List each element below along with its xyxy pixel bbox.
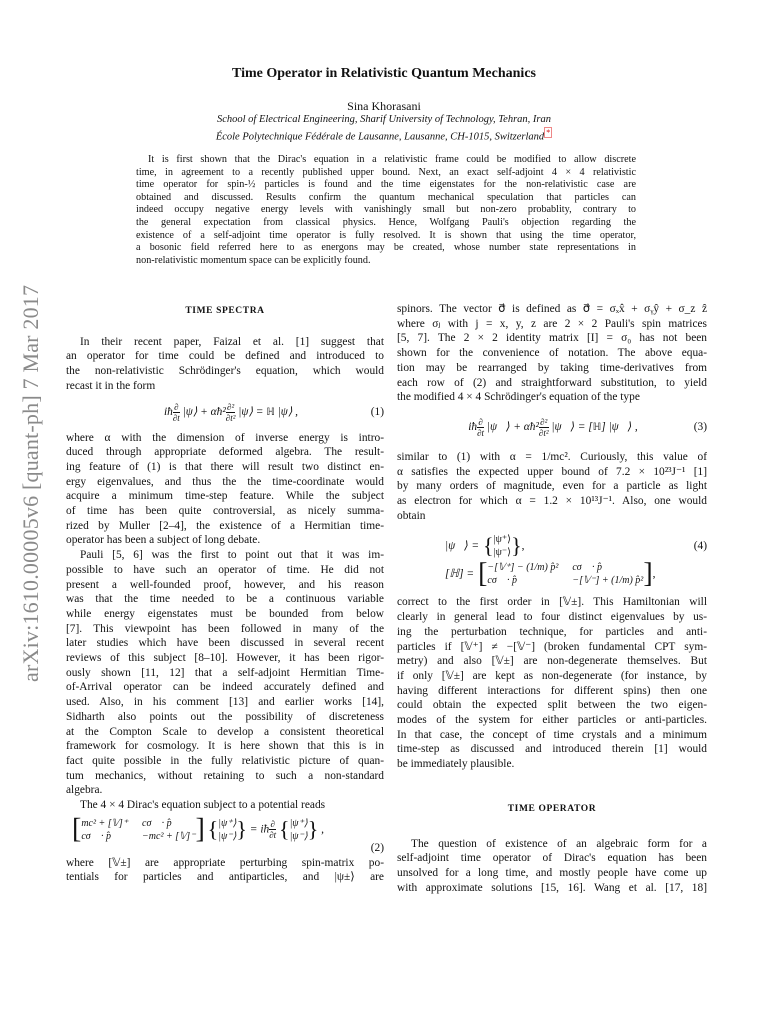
left-paragraph-1-line: an operator for time could be defined and introduced to: [66, 350, 384, 363]
left-paragraph-3-line: fact quite possible in the fully relativistic picture of quan-: [66, 754, 384, 767]
right-paragraph-3-line: having different interactions for different spins) then one: [397, 684, 707, 697]
equation-4-number: (4): [693, 540, 707, 553]
right-paragraph-2-line: by many orders of magnitude, even for a particle as light: [397, 480, 707, 493]
eq2-rhs-vector-top: |ψ⁺⟩: [289, 817, 308, 829]
left-paragraph-3-line: present a well-founded proof, however, and his reason: [66, 578, 384, 591]
section-heading-time-spectra: TIME SPECTRA: [185, 306, 265, 316]
right-paragraph-4-line: unsolved for a long time, and mostly people have come up: [397, 866, 707, 879]
right-column: [397, 292, 707, 895]
right-paragraph-1-line: [5, 7]. The 2 × 2 identity matrix [I] = σ₀ has not been: [397, 332, 707, 345]
left-paragraph-3-line: while energy eigenstates must be bounded from below: [66, 607, 384, 620]
abstract-line: non-relativistic momentum space can be explicitly found.: [136, 254, 371, 266]
equation-4: [397, 533, 707, 590]
eq4-spinor-lhs: |ψ⃗⟩ =: [445, 540, 480, 553]
left-paragraph-2-line: rized by Muller [2–4], the existence of a Hermitian time-: [66, 519, 384, 532]
left-paragraph-3-line: reviews of this subject [8–10]. However, it has been rigor-: [66, 652, 384, 665]
right-paragraph-1-line: where σⱼ with j = x, y, z are 2 × 2 Pauli's spin matrices: [397, 317, 707, 330]
eq4-h-21: cσ⃗ · p̂: [487, 575, 518, 587]
eq4-spinor-bottom: |ψ⁻⟩: [493, 547, 512, 559]
left-paragraph-3-line: tum mechanics, without retaining to such a non-standard: [66, 769, 384, 782]
equation-2-body: [ mc² + [𝕍]⁺ cσ⃗ · p̂ cσ⃗ · p̂ −mc² + [𝕍]⁻ ] { |ψ⁺⟩ |ψ⁻⟩ } = iħ $\frac{\partial}{\partial t}$ { |ψ⁺⟩ |ψ⁻⟩ } ,: [72, 813, 324, 845]
equation-3: [397, 417, 707, 438]
left-paragraph-1-line: In their recent paper, Faizal et al. [1] suggest that: [80, 335, 384, 348]
right-paragraph-4-line: with approximate solutions [15, 16]. Wang et al. [17, 18]: [397, 881, 707, 894]
eq2-matrix-22: −mc² + [𝕍]⁻: [142, 830, 196, 842]
right-paragraph-3-line: ing the perturbation technique, for particles and anti-: [397, 625, 707, 638]
left-paragraph-2-line: where α with the dimension of inverse energy is intro-: [66, 431, 384, 444]
left-paragraph-3-line: was that the time needed to be a continuous variable: [66, 593, 384, 606]
right-paragraph-4-line: self-adjoint time operator of Dirac's equation has been: [397, 852, 707, 865]
affiliation-secondary-text: École Polytechnique Fédérale de Lausanne, Lausanne, CH-1015, Switzerland: [215, 131, 545, 143]
right-paragraph-1-line: each row of (2) and straightforward substitution, to yield: [397, 376, 707, 389]
left-paragraph-3-line: possible to have such an operator of time. He did not: [66, 563, 384, 576]
paper-title: Time Operator in Relativistic Quantum Mechanics: [232, 66, 536, 81]
right-paragraph-1-line: shown for the convenience of notation. The above equa-: [397, 347, 707, 360]
eq4-h-22: −[𝕍⁻] + (1/m) p̂²: [572, 575, 644, 587]
abstract-line: the general expectation from classical physics. Hence, Wolfgang Pauli's objection regarding the: [136, 216, 636, 228]
left-paragraph-2-line: acquire a minimum time-step feature. While the subject: [66, 490, 384, 503]
footnote-link[interactable]: *: [546, 128, 551, 137]
right-paragraph-3-line: be immediately plausible.: [397, 758, 515, 771]
author-name: Sina Khorasani: [347, 99, 421, 113]
right-paragraph-2-line: obtain: [397, 509, 426, 522]
abstract-line: a bosonic field referred here to as energons may be created, whose number state representations in: [136, 242, 636, 254]
left-paragraph-3-line: Sidharth also points out the possibility of discreteness: [66, 710, 384, 723]
left-paragraph-2: [66, 431, 384, 549]
left-paragraph-3: [66, 548, 384, 798]
eq4-h-11: −[𝕍⁺] − (1/m) p̂²: [487, 562, 559, 574]
right-paragraph-1-line: the modified 4 × 4 Schrödinger's equation of the type: [397, 391, 640, 404]
right-paragraph-3-line: modes of the system for either particles or anti-particles.: [397, 714, 707, 727]
left-paragraph-3-line: framework for cosmology. It is here shown that this is in: [66, 740, 384, 753]
right-paragraph-3-line: time-step as discussed and introduced therein [1] would: [397, 743, 707, 756]
eq4-hamiltonian-lhs: [ℍ] =: [445, 568, 475, 581]
section-heading-time-operator: TIME OPERATOR: [507, 803, 597, 814]
eq2-vector-bottom: |ψ⁻⟩: [218, 830, 237, 842]
equation-1-body: iħ $\frac{\partial}{\partial t}$ |ψ⟩ + αħ² $\frac{\text{∂²}}{\text{∂t²}}$ |ψ⟩ = ℍ |ψ⟩ ,: [163, 401, 299, 423]
eq2-matrix-12: cσ⃗ · p̂: [142, 817, 172, 829]
left-column: [66, 292, 384, 885]
right-paragraph-3-line: could obtain the expected split between the two eigen-: [397, 699, 707, 712]
left-paragraph-3-line: of-Arrival operator can be indeed accurately defined and: [66, 681, 384, 694]
arxiv-identifier-stamp: arXiv:1610.00005v6 [quant-ph] 7 Mar 2017: [18, 284, 43, 682]
equation-3-number: (3): [693, 421, 707, 434]
abstract-line: existence of a self-adjoint time operator is fully resolved. It is shown that using the time operator,: [136, 229, 636, 241]
abstract: [136, 154, 636, 267]
left-paragraph-5: [66, 856, 384, 885]
left-paragraph-4: The 4 × 4 Dirac's equation subject to a potential reads: [80, 799, 326, 812]
left-paragraph-3-line: [7]. This viewpoint has been followed in many of the: [66, 622, 384, 635]
left-paragraph-3-line: used. Also, in his comment [13] and earlier works [14],: [66, 696, 384, 709]
right-paragraph-3-line: metry) and also [𝕍±] are non-degenerate themselves. But: [397, 655, 707, 668]
right-paragraph-4-line: The question of existence of an algebraic form for a: [411, 837, 707, 850]
right-paragraph-2-line: as electron for which α = 1.2 × 10¹³J⁻¹. Also, one would: [397, 495, 707, 508]
right-paragraph-2: [397, 450, 707, 524]
left-paragraph-1: [66, 335, 384, 394]
left-paragraph-2-line: duced through appropriate deformed algebra. The result-: [66, 446, 384, 459]
eq4-spinor-top: |ψ⁺⟩: [493, 534, 512, 546]
equation-1-number: (1): [370, 405, 384, 418]
right-paragraph-3-line: if only [𝕍±] are kept as non-degenerate (for instance, by: [397, 669, 707, 682]
right-paragraph-3-line: In that case, the concept of time crystals and a minimum: [397, 728, 707, 741]
right-paragraph-2-line: similar to (1) with α = 1/mc². Curiously, this value of: [397, 450, 707, 463]
equation-3-body: iħ $\frac{\partial}{\partial t}$ |ψ⃗⟩ + αħ² $\frac{\text{∂²}}{\text{∂t²}}$ |ψ⃗⟩ = [ℍ] |ψ⃗⟩ ,: [468, 416, 638, 438]
left-paragraph-3-line: later studies which have been discussed in several recent: [66, 637, 384, 650]
affiliation-secondary: [0, 128, 768, 143]
left-paragraph-2-line: ergy eigenvalues, and thus the the time-coordinate would: [66, 475, 384, 488]
left-paragraph-1-line: recast it in the form: [66, 379, 156, 392]
right-paragraph-3-line: particles if [𝕍⁺] ≠ −[𝕍⁻] (broken fundamental CPT sym-: [397, 640, 707, 653]
affiliation-primary: School of Electrical Engineering, Sharif University of Technology, Tehran, Iran: [216, 114, 552, 125]
equation-2-number: (2): [370, 841, 384, 854]
right-paragraph-1-line: spinors. The vector σ⃗ is defined as σ⃗ = σₓx̂ + σᵧŷ + σ_z ẑ: [397, 303, 707, 315]
left-paragraph-3-line: Pauli [5, 6] was the first to point out that it was im-: [80, 549, 384, 562]
eq2-rhs-vector-bottom: |ψ⁻⟩: [289, 830, 308, 842]
left-paragraph-5-line: where [𝕍±] are appropriate perturbing spin-matrix po-: [66, 856, 384, 869]
left-paragraph-3-line: at the Compton Scale to develop a consistent theoretical: [66, 725, 384, 738]
left-paragraph-2-line: ing feature of (1) is that there will result two distinct en-: [66, 460, 384, 473]
abstract-line: time, in agreement to a recently published upper bound. Next, an exact self-adjoint 4 × 4 relativistic: [136, 166, 636, 178]
right-paragraph-1-line: tion may be rearranged by taking time-derivatives from: [397, 361, 707, 374]
equation-4-spinor: |ψ⃗⟩ = { |ψ⁺⟩ |ψ⁻⟩ } , (4): [445, 533, 707, 559]
left-paragraph-1-line: the non-relativistic Schrödinger's equation, which would: [66, 365, 384, 378]
right-paragraph-3: [397, 595, 707, 771]
right-paragraph-1: [397, 302, 707, 405]
abstract-line: indeed occupy negative energy levels with vanishingly small but non-zero probablity, contrary to: [136, 204, 636, 216]
abstract-line: obtained and discussed. Results confirm the quantum mechanical speculation that particles can: [136, 191, 636, 203]
equation-4-hamiltonian: [ℍ] = [ −[𝕍⁺] − (1/m) p̂² cσ⃗ · p̂ cσ⃗ · p̂ −[𝕍⁻] + (1/m) p̂² ] ,: [445, 558, 656, 590]
eq2-matrix-21: cσ⃗ · p̂: [81, 830, 111, 842]
left-paragraph-3-line: algebra.: [66, 784, 103, 797]
abstract-line: It is first shown that the Dirac's equation in a relativistic frame could be modified to allow discrete: [148, 154, 636, 165]
left-paragraph-3-line: ously shown [11, 12] that a self-adjoint Hermitian Time-: [66, 666, 384, 679]
left-paragraph-2-line: operator has been a subject of long debate.: [66, 534, 261, 547]
eq2-matrix-11: mc² + [𝕍]⁺: [81, 817, 129, 829]
left-paragraph-2-line: of time has been quite controversial, as nicely summa-: [66, 505, 384, 518]
right-paragraph-4: [397, 837, 707, 896]
equation-2: [66, 813, 384, 845]
right-paragraph-3-line: correct to the first order in [𝕍±]. This Hamiltonian will: [397, 596, 707, 609]
eq2-vector-top: |ψ⁺⟩: [218, 817, 237, 829]
left-paragraph-5-line: tentials for particles and antiparticles, and |ψ±⟩ are: [66, 871, 384, 884]
abstract-line: time operator for spin-½ particles is found and the time eigenstates for the non-relativistic case are: [136, 179, 636, 191]
right-paragraph-2-line: α satisfies the expected upper bound of 7.2 × 10²³J⁻¹ [1]: [397, 465, 707, 478]
right-paragraph-3-line: clearly in general lead to four distinct eigenvalues by us-: [397, 611, 707, 624]
eq4-h-12: cσ⃗ · p̂: [572, 562, 603, 574]
equation-1: [66, 402, 384, 423]
